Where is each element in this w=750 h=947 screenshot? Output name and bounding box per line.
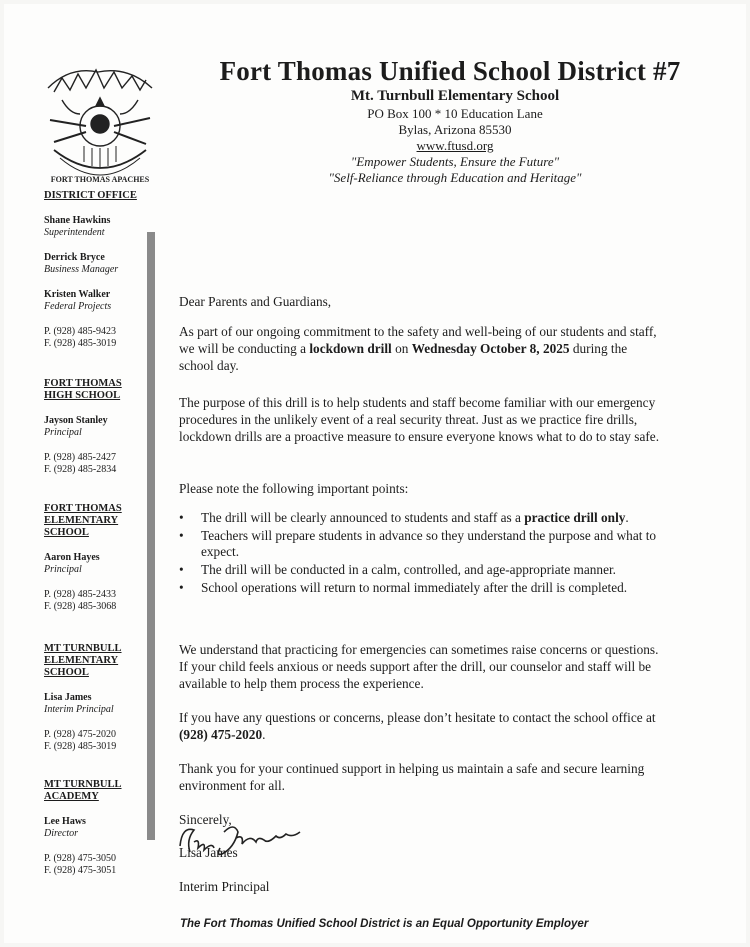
staff-name: Jayson Stanley [44, 415, 108, 426]
paragraph-contact [179, 709, 659, 743]
staff-name: Aaron Hayes [44, 552, 100, 563]
bullet-icon: • [179, 528, 184, 543]
text-run: The drill will be conducted in a calm, controlled, and age-appropriate manner. [201, 562, 617, 577]
list-item [179, 510, 659, 526]
staff-role: Business Manager [44, 264, 119, 275]
sidebar-heading: FORT THOMAS [44, 503, 122, 514]
fax-number: F. (928) 485-2834 [44, 464, 117, 475]
salutation: Dear Parents and Guardians, [179, 294, 332, 309]
list-item [179, 562, 659, 578]
sidebar-district-office [44, 190, 154, 350]
staff-name: Shane Hawkins [44, 215, 111, 226]
sidebar-divider [147, 232, 155, 840]
paragraph-drill-announcement [179, 323, 659, 374]
signature-text: Lisa James [172, 818, 177, 819]
sidebar-heading: SCHOOL [44, 667, 89, 678]
sidebar-heading: FORT THOMAS [44, 378, 122, 389]
seal-text: FORT THOMAS APACHES [50, 175, 150, 184]
text-run: If you have any questions or concerns, please don’t hesitate to contact the school office at [179, 710, 656, 725]
contact-phone: (928) 475-2020 [179, 727, 263, 742]
bullet-icon: • [179, 562, 184, 577]
school-name: Mt. Turnbull Elementary School [350, 88, 560, 104]
phone-number: P. (928) 485-9423 [44, 326, 116, 337]
paragraph-thanks: Thank you for your continued support in helping us maintain a safe and secure learning environment for all. [179, 761, 645, 793]
phone-number: P. (928) 475-2020 [44, 729, 116, 740]
list-item [179, 528, 659, 560]
practice-drill-label: practice drill only [524, 510, 626, 525]
text-run: . [262, 727, 266, 742]
paragraph-support: We understand that practicing for emergencies can sometimes raise concerns or questions. If your child feels anxious or needs support after the drill, our counselor and staff will be available to help them process the experience. [179, 642, 659, 691]
paragraph-points-intro: Please note the following important points: [179, 481, 409, 496]
phone-number: P. (928) 475-3050 [44, 853, 116, 864]
address-line-1: PO Box 100 * 10 Education Lane [367, 106, 543, 121]
staff-role: Director [44, 828, 79, 839]
motto-2: "Self-Reliance through Education and Heritage" [328, 170, 582, 185]
sidebar-heading: ELEMENTARY [44, 515, 119, 526]
drill-date: Wednesday October 8, 2025 [411, 341, 570, 356]
text-run: Teachers will prepare students in advance so they understand the purpose and what to expect. [201, 528, 657, 559]
sidebar-heading: SCHOOL [44, 527, 89, 538]
text-run: . [625, 510, 629, 525]
bullet-icon: • [179, 510, 184, 525]
phone-number: P. (928) 485-2433 [44, 589, 116, 600]
sidebar-heading: ELEMENTARY [44, 655, 119, 666]
staff-role: Principal [44, 427, 82, 438]
fax-number: F. (928) 485-3019 [44, 741, 117, 752]
signer-name: Lisa James [179, 845, 238, 860]
bullet-icon: • [179, 580, 184, 595]
motto-1: "Empower Students, Ensure the Future" [350, 154, 560, 169]
sidebar-elementary [44, 503, 154, 613]
sidebar-high-school [44, 378, 154, 476]
staff-name: Derrick Bryce [44, 252, 105, 263]
text-run: on [391, 341, 412, 356]
staff-name: Kristen Walker [44, 289, 111, 300]
phone-number: P. (928) 485-2427 [44, 452, 116, 463]
text-run: As part of our ongoing commitment to the safety and well-being of our students and staff, we will be conducting a [179, 324, 657, 356]
list-item [179, 580, 659, 596]
district-seal-logo [40, 58, 160, 186]
staff-name: Lee Haws [44, 816, 86, 827]
sidebar-mt-turnbull-elementary [44, 643, 154, 753]
staff-name: Lisa James [44, 692, 92, 703]
website-link[interactable]: www.ftusd.org [416, 138, 494, 153]
staff-role: Principal [44, 564, 82, 575]
signer-title: Interim Principal [179, 879, 270, 894]
paragraph-purpose: The purpose of this drill is to help students and staff become familiar with our emergency procedures in the unlikely event of a real security threat. Just as we practice fire drills, lockdown drills are a proactive measure to ensure everyone knows what to do to stay safe. [179, 395, 660, 444]
text-run: School operations will return to normal immediately after the drill is completed. [201, 580, 628, 595]
footer-eeo-statement: The Fort Thomas Unified School District is an Equal Opportunity Employer [180, 918, 589, 930]
address-line-2: Bylas, Arizona 85530 [398, 122, 512, 137]
staff-role: Interim Principal [44, 704, 114, 715]
text-run: The drill will be clearly announced to students and staff as a [201, 510, 525, 525]
closing: Sincerely, [179, 812, 232, 827]
sidebar-heading: MT TURNBULL [44, 779, 122, 790]
sidebar-heading: HIGH SCHOOL [44, 390, 121, 401]
sidebar-heading: ACADEMY [44, 791, 99, 802]
drill-type: lockdown drill [309, 341, 392, 356]
fax-number: F. (928) 485-3068 [44, 601, 117, 612]
fax-number: F. (928) 475-3051 [44, 865, 117, 876]
sidebar-academy [44, 779, 154, 877]
district-title: Fort Thomas Unified School District #7 [219, 56, 681, 86]
important-points-list [179, 510, 659, 598]
fax-number: F. (928) 485-3019 [44, 338, 117, 349]
sidebar-heading: MT TURNBULL [44, 643, 122, 654]
text-run: during the school day. [179, 341, 628, 373]
staff-role: Superintendent [44, 227, 105, 238]
staff-role: Federal Projects [44, 301, 112, 312]
sidebar-heading: DISTRICT OFFICE [44, 190, 137, 201]
